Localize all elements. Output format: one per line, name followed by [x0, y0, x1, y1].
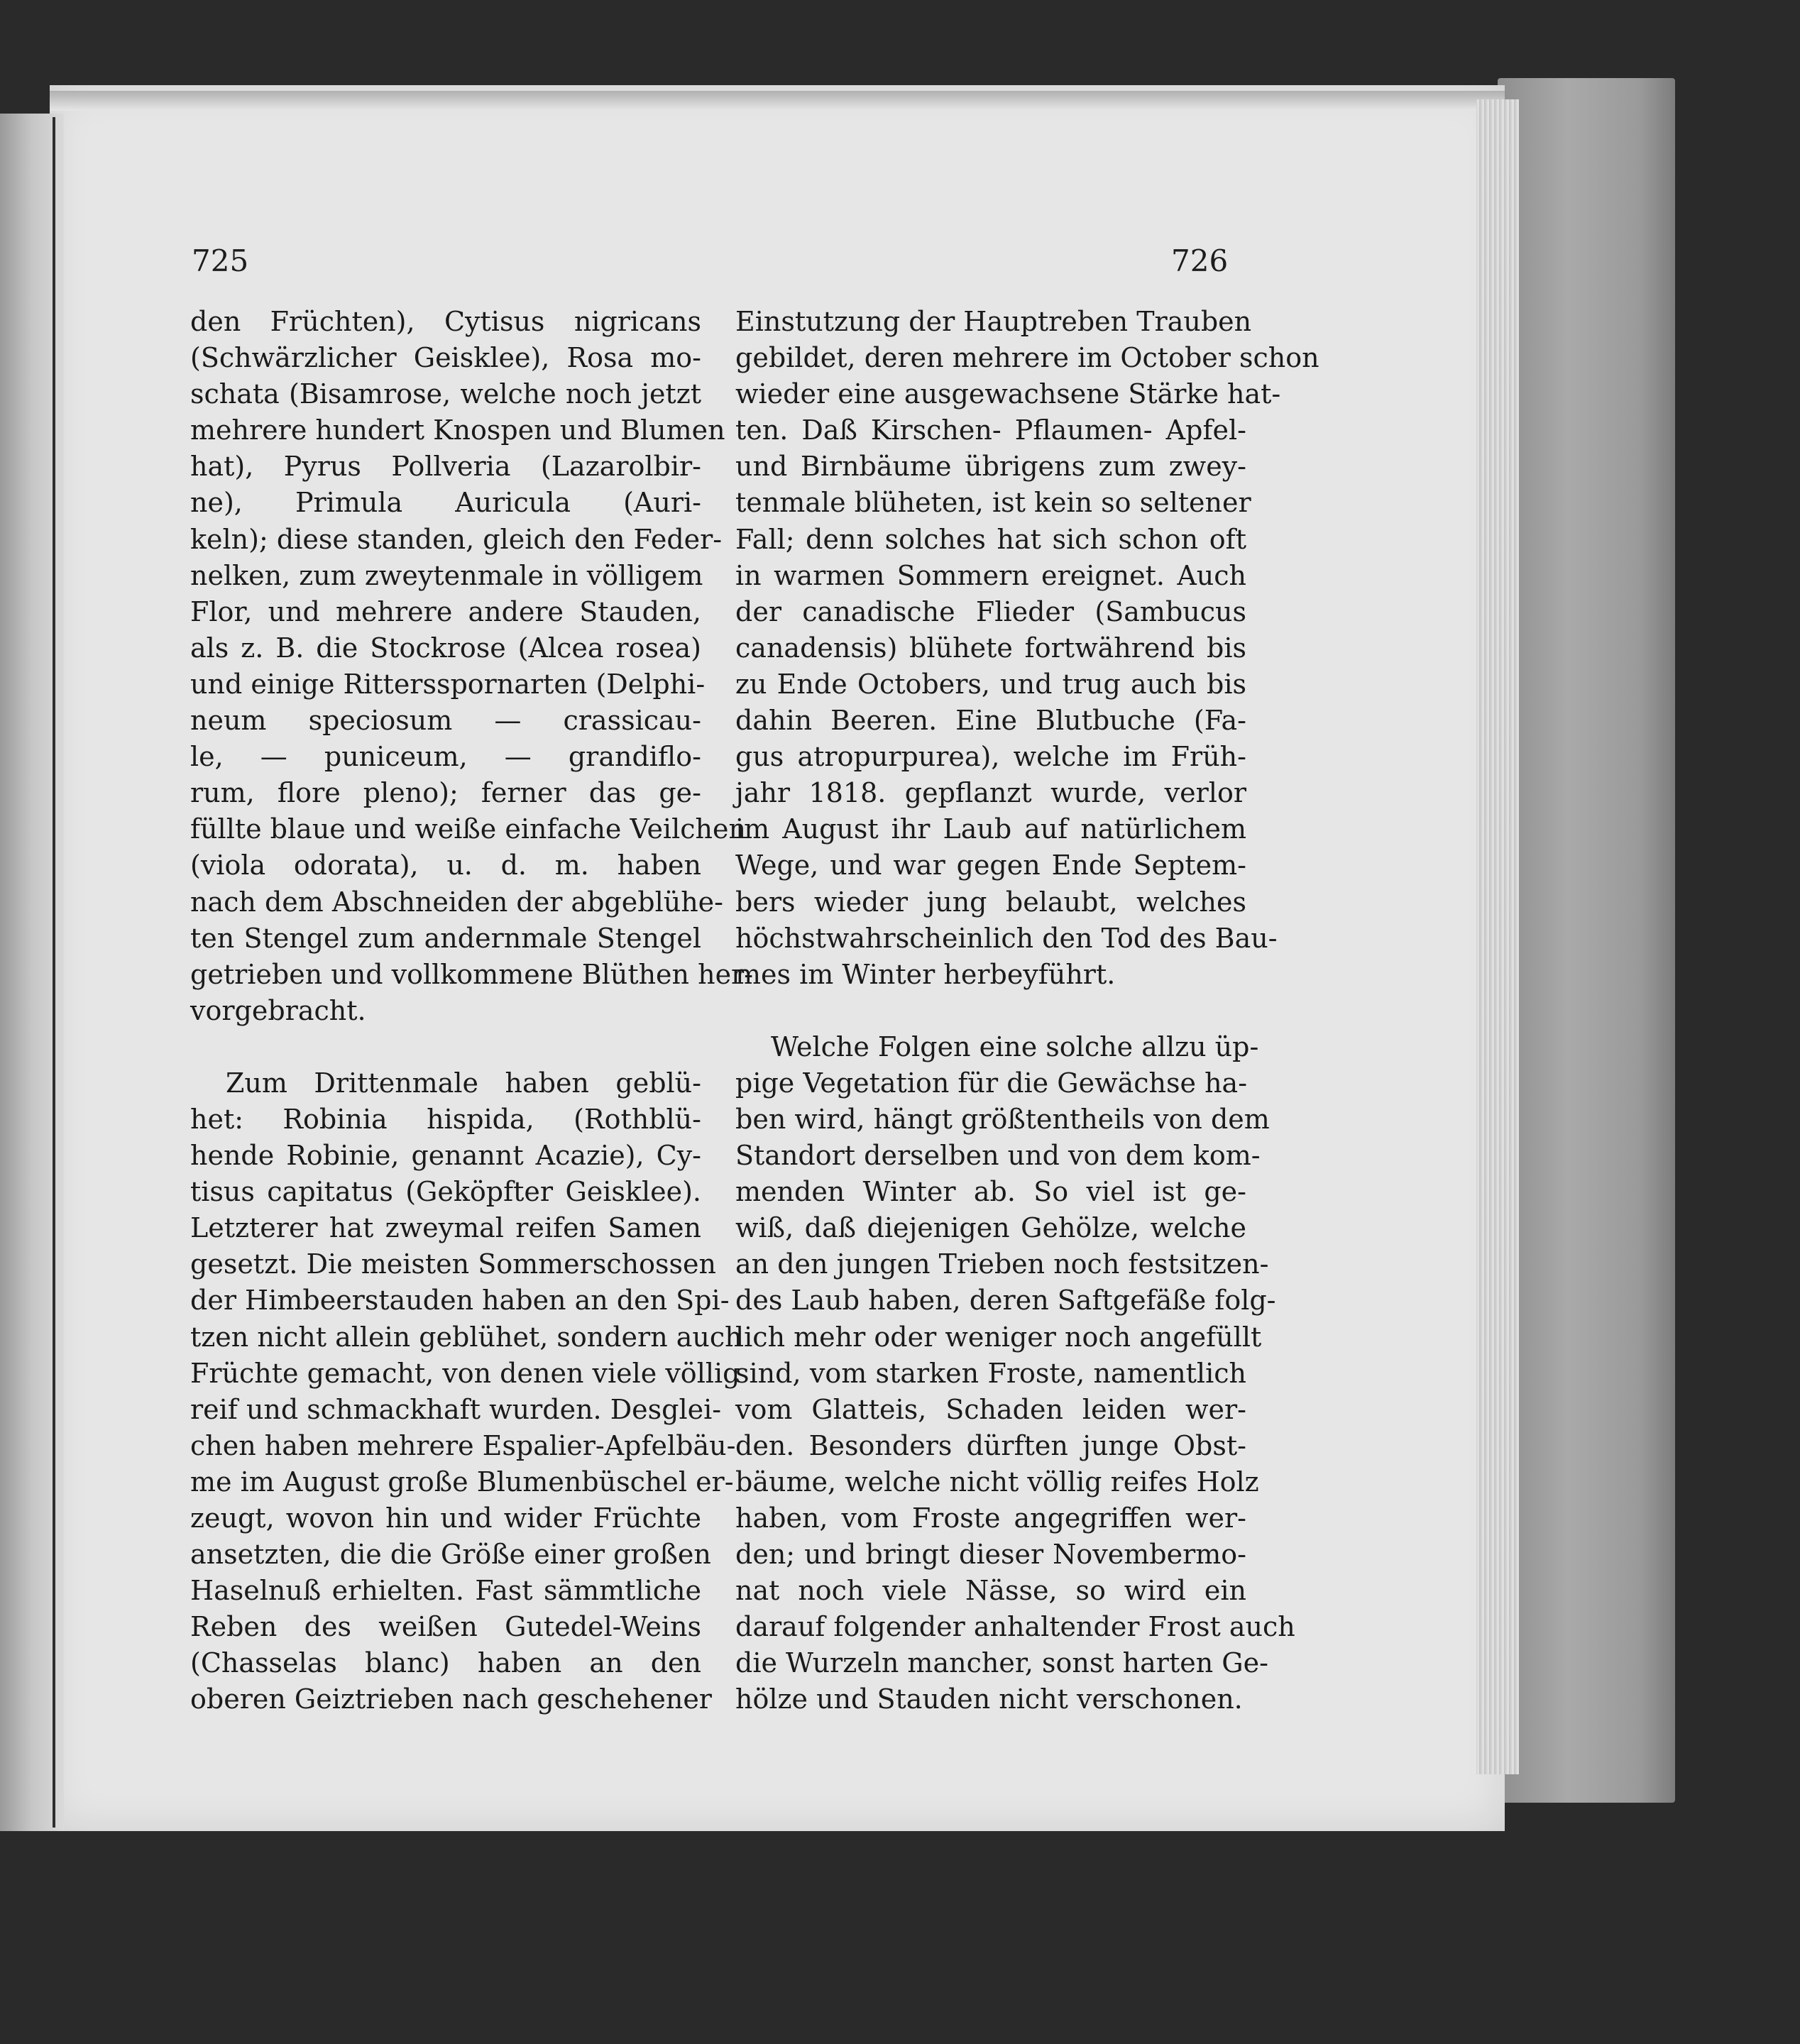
text-line: Zum Drittenmale haben geblü-	[226, 1067, 701, 1099]
text-line: Reben des weißen Gutedel-Weins	[190, 1611, 701, 1643]
text-line: ne), Primula Auricula (Auri-	[190, 487, 701, 519]
text-line: der canadische Flieder (Sambucus	[735, 595, 1246, 627]
text-line: dahin Beeren. Eine Blutbuche (Fa-	[735, 705, 1246, 737]
text-line: des Laub haben, deren Saftgefäße folg-	[735, 1285, 1276, 1317]
text-line: tisus capitatus (Geköpfter Geisklee).	[190, 1176, 701, 1208]
text-line: hende Robinie, genannt Acazie), Cy-	[190, 1140, 701, 1172]
text-line: wieder eine ausgewachsene Stärke hat-	[735, 378, 1281, 410]
text-line: in warmen Sommern ereignet. Auch	[735, 559, 1246, 591]
gutter-line	[53, 117, 55, 1828]
text-line: bäume, welche nicht völlig reifes Holz	[735, 1466, 1259, 1498]
page-number-right: 726	[1171, 243, 1229, 278]
text-line: vorgebracht.	[190, 994, 366, 1026]
paragraph	[735, 304, 1319, 993]
text-line: Früchte gemacht, von denen viele völlig	[190, 1357, 740, 1389]
paragraph	[190, 1065, 742, 1718]
text-line: (viola odorata), u. d. m. haben	[190, 850, 701, 881]
text-line: zu Ende Octobers, und trug auch bis	[735, 668, 1246, 700]
text-line: ansetzten, die die Größe einer großen	[190, 1539, 711, 1571]
text-line: het: Robinia hispida, (Rothblü-	[190, 1103, 701, 1135]
text-line: keln); diese standen, gleich den Feder-	[190, 523, 723, 555]
text-line: gus atropurpurea), welche im Früh-	[735, 741, 1246, 773]
text-column-left	[190, 304, 754, 1718]
text-line: rum, flore pleno); ferner das ge-	[190, 777, 701, 809]
text-line: nelken, zum zweytenmale in völligem	[190, 559, 703, 591]
text-line: haben, vom Froste angegriffen wer-	[735, 1502, 1246, 1534]
text-line: me im August große Blumenbüschel er-	[190, 1466, 734, 1498]
text-line: (Chasselas blanc) haben an den	[190, 1647, 701, 1679]
text-line: füllte blaue und weiße einfache Veilchen	[190, 813, 746, 845]
text-line: reif und schmackhaft wurden. Desglei-	[190, 1393, 722, 1425]
text-line: den. Besonders dürften junge Obst-	[735, 1429, 1246, 1461]
text-line: ten. Daß Kirschen- Pflaumen- Apfel-	[735, 414, 1246, 446]
text-line: zeugt, wovon hin und wider Früchte	[190, 1502, 701, 1534]
paragraph	[190, 304, 754, 1029]
text-line: nat noch viele Nässe, so wird ein	[735, 1575, 1246, 1607]
text-line: wiß, daß diejenigen Gehölze, welche	[735, 1212, 1246, 1244]
text-line: ten Stengel zum andernmale Stengel	[190, 922, 701, 954]
text-line: le, — puniceum, — grandiflo-	[190, 741, 701, 773]
text-line: Wege, und war gegen Ende Septem-	[735, 850, 1246, 881]
text-line: chen haben mehrere Espalier-Apfelbäu-	[190, 1429, 736, 1461]
text-line: gebildet, deren mehrere im October schon	[735, 342, 1319, 374]
paragraph-gap	[735, 993, 1246, 1029]
text-line: Fall; denn solches hat sich schon oft	[735, 523, 1246, 555]
text-line: hölze und Stauden nicht verschonen.	[735, 1683, 1243, 1715]
paragraph-gap	[190, 1029, 701, 1065]
text-line: ben wird, hängt größtentheils von dem	[735, 1103, 1270, 1135]
text-line: nach dem Abschneiden der abgeblühe-	[190, 886, 724, 918]
text-line: pige Vegetation für die Gewächse ha-	[735, 1067, 1248, 1099]
text-line: hat), Pyrus Pollveria (Lazarolbir-	[190, 451, 701, 483]
text-line: menden Winter ab. So viel ist ge-	[735, 1176, 1246, 1208]
text-line: (Schwärzlicher Geisklee), Rosa mo-	[190, 342, 701, 374]
text-line: Letzterer hat zweymal reifen Samen	[190, 1212, 701, 1244]
text-line: sind, vom starken Froste, namentlich	[735, 1357, 1246, 1389]
text-line: höchstwahrscheinlich den Tod des Bau-	[735, 922, 1278, 954]
text-line: als z. B. die Stockrose (Alcea rosea)	[190, 632, 701, 664]
text-line: oberen Geiztrieben nach geschehener	[190, 1683, 712, 1715]
text-line: der Himbeerstauden haben an den Spi-	[190, 1285, 730, 1317]
text-line: tenmale blüheten, ist kein so seltener	[735, 487, 1251, 519]
text-line: den; und bringt dieser Novembermo-	[735, 1539, 1246, 1571]
text-line: im August ihr Laub auf natürlichem	[735, 813, 1246, 845]
text-line: vom Glatteis, Schaden leiden wer-	[735, 1393, 1246, 1425]
text-line: mehrere hundert Knospen und Blumen	[190, 414, 725, 446]
book-cover-edge	[1498, 78, 1675, 1803]
text-column-right	[735, 304, 1319, 1718]
text-line: tzen nicht allein geblühet, sondern auch	[190, 1321, 742, 1353]
text-line: bers wieder jung belaubt, welches	[735, 886, 1246, 918]
text-line: lich mehr oder weniger noch angefüllt	[735, 1321, 1262, 1353]
text-line: mes im Winter herbeyführt.	[735, 958, 1116, 990]
page-top-edge	[50, 91, 1505, 111]
paragraph	[735, 1029, 1295, 1718]
text-line: Einstutzung der Hauptreben Trauben	[735, 306, 1252, 337]
text-line: darauf folgender anhaltender Frost auch	[735, 1611, 1295, 1643]
page-stack-edges	[1476, 99, 1519, 1774]
text-line: jahr 1818. gepflanzt wurde, verlor	[735, 777, 1246, 809]
text-line: Welche Folgen eine solche allzu üp-	[771, 1031, 1259, 1062]
text-line: Standort derselben und von dem kom-	[735, 1140, 1261, 1172]
text-line: den Früchten), Cytisus nigricans	[190, 306, 701, 337]
text-line: canadensis) blühete fortwährend bis	[735, 632, 1246, 664]
text-line: schata (Bisamrose, welche noch jetzt	[190, 378, 701, 410]
text-line: an den jungen Trieben noch festsitzen-	[735, 1248, 1269, 1280]
page-number-left: 725	[192, 243, 249, 278]
text-line: gesetzt. Die meisten Sommerschossen	[190, 1248, 716, 1280]
text-line: und einige Rittersspornarten (Delphi-	[190, 668, 706, 700]
text-line: getrieben und vollkommene Blüthen her-	[190, 958, 754, 990]
text-line: Flor, und mehrere andere Stauden,	[190, 595, 701, 627]
text-line: neum speciosum — crassicau-	[190, 705, 701, 737]
text-line: die Wurzeln mancher, sonst harten Ge-	[735, 1647, 1268, 1679]
text-line: und Birnbäume übrigens zum zwey-	[735, 451, 1246, 483]
text-line: Haselnuß erhielten. Fast sämmtliche	[190, 1575, 701, 1607]
